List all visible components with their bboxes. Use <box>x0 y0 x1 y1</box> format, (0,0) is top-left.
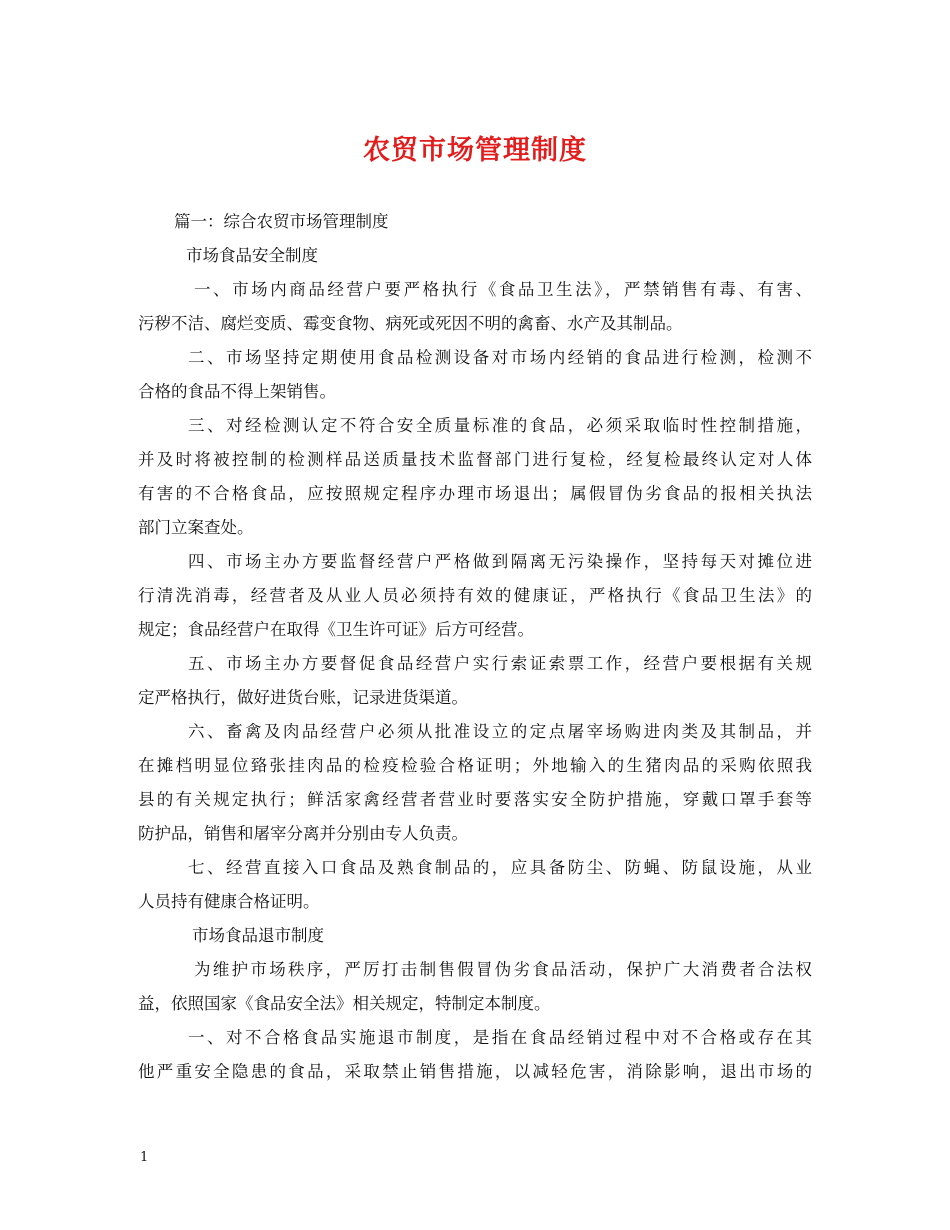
paragraph-line: 县的有关规定执行；鲜活家禽经营者营业时要落实安全防护措施，穿戴口罩手套等 <box>138 790 812 809</box>
paragraph-line: 益，依照国家《食品安全法》相关规定，特制定本制度。 <box>138 994 551 1013</box>
paragraph-line: 污秽不洁、腐烂变质、霉变食物、病死或死因不明的禽畜、水产及其制品。 <box>138 314 683 333</box>
paragraph-line: 合格的食品不得上架销售。 <box>138 382 336 401</box>
paragraph-line: 三、对经检测认定不符合安全质量标准的食品，必须采取临时性控制措施， <box>188 416 812 435</box>
paragraph-line: 二、市场坚持定期使用食品检测设备对市场内经销的食品进行检测，检测不 <box>188 348 812 367</box>
paragraph-line: 他严重安全隐患的食品，采取禁止销售措施，以减轻危害，消除影响，退出市场的 <box>138 1062 812 1081</box>
paragraph-line: 人员持有健康合格证明。 <box>138 892 320 911</box>
page-number: 1 <box>140 1150 149 1165</box>
paragraph-line: 七、经营直接入口食品及熟食制品的，应具备防尘、防蝇、防鼠设施，从业 <box>188 858 812 877</box>
paragraph-line: 并及时将被控制的检测样品送质量技术监督部门进行复检，经复检最终认定对人体 <box>138 450 812 469</box>
paragraph-line: 在摊档明显位臵张挂肉品的检疫检验合格证明；外地输入的生猪肉品的采购依照我 <box>138 756 812 775</box>
paragraph-line: 定严格执行，做好进货台账，记录进货渠道。 <box>138 688 468 707</box>
paragraph-line: 为维护市场秩序，严厉打击制售假冒伪劣食品活动，保护广大消费者合法权 <box>194 960 812 979</box>
paragraph-line: 一、对不合格食品实施退市制度，是指在食品经销过程中对不合格或存在其 <box>188 1028 812 1047</box>
paragraph-line: 行清洗消毒，经营者及从业人员必须持有效的健康证，严格执行《食品卫生法》的 <box>138 586 812 605</box>
paragraph-line: 四、市场主办方要监督经营户严格做到隔离无污染操作，坚持每天对摊位进 <box>188 552 812 571</box>
paragraph-line: 规定；食品经营户在取得《卫生许可证》后方可经营。 <box>138 620 534 639</box>
document-title: 农贸市场管理制度 <box>363 135 587 166</box>
paragraph-line: 部门立案查处。 <box>138 518 254 537</box>
subsection-heading: 市场食品退市制度 <box>192 926 324 945</box>
paragraph-line: 防护品，销售和屠宰分离并分别由专人负责。 <box>138 824 468 843</box>
paragraph-line: 有害的不合格食品，应按照规定程序办理市场退出；属假冒伪劣食品的报相关执法 <box>138 484 812 503</box>
section-heading: 篇一：综合农贸市场管理制度 <box>174 212 389 231</box>
subsection-heading: 市场食品安全制度 <box>186 246 318 265</box>
paragraph-line: 一、市场内商品经营户要严格执行《食品卫生法》，严禁销售有毒、有害、 <box>194 280 812 299</box>
paragraph-line: 六、畜禽及肉品经营户必须从批准设立的定点屠宰场购进肉类及其制品，并 <box>188 722 812 741</box>
paragraph-line: 五、市场主办方要督促食品经营户实行索证索票工作，经营户要根据有关规 <box>188 654 812 673</box>
